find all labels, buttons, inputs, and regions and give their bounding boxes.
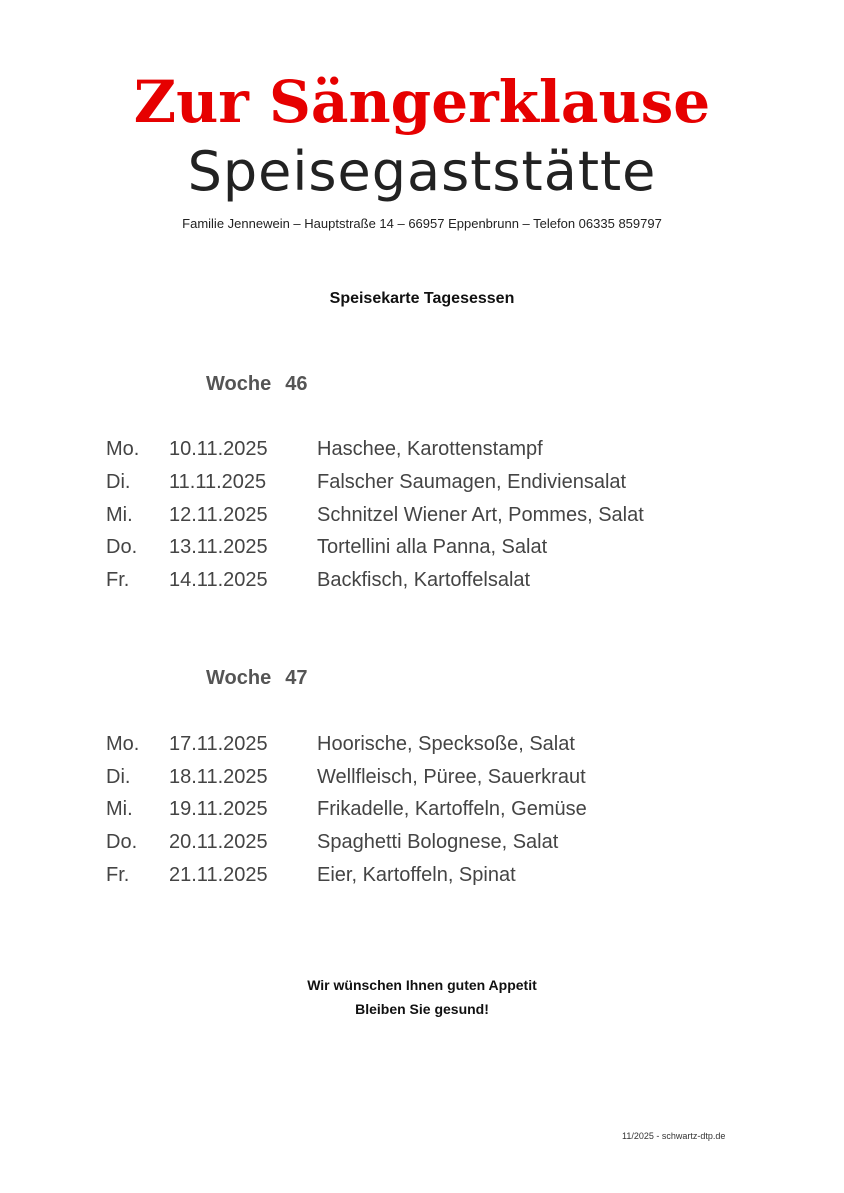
dish-name: Eier, Kartoffeln, Spinat xyxy=(317,864,516,886)
week-number: 46 xyxy=(285,373,308,395)
restaurant-subtitle: Speisegaststätte xyxy=(187,140,657,203)
dish-name: Frikadelle, Kartoffeln, Gemüse xyxy=(317,798,587,820)
day-date: 12.11.2025 xyxy=(169,504,268,526)
day-name: Do. xyxy=(106,536,138,558)
week-heading xyxy=(206,373,307,396)
day-date: 19.11.2025 xyxy=(169,798,268,820)
menu-row xyxy=(0,438,844,470)
dish-name: Falscher Saumagen, Endiviensalat xyxy=(317,471,627,493)
dish-name: Wellfleisch, Püree, Sauerkraut xyxy=(317,766,586,788)
dish-name: Tortellini alla Panna, Salat xyxy=(317,536,548,558)
day-date: 17.11.2025 xyxy=(169,733,268,755)
day-date: 13.11.2025 xyxy=(169,536,268,558)
menu-title: Speisekarte Tagesessen xyxy=(329,290,515,307)
dish-name: Hoorische, Specksoße, Salat xyxy=(317,733,575,755)
restaurant-name-logo: Zur Sängerklause xyxy=(133,68,711,136)
day-name: Mo. xyxy=(106,438,140,460)
dish-name: Schnitzel Wiener Art, Pommes, Salat xyxy=(317,504,644,526)
day-name: Di. xyxy=(106,471,131,493)
menu-row xyxy=(0,504,844,536)
menu-row xyxy=(0,471,844,503)
closing-line-2: Bleiben Sie gesund! xyxy=(355,1001,489,1017)
closing-line-1: Wir wünschen Ihnen guten Appetit xyxy=(307,977,537,993)
day-name: Fr. xyxy=(106,864,130,886)
contact-line: Familie Jennewein – Hauptstraße 14 – 66957 Eppenbrunn – Telefon 06335 859797 xyxy=(182,216,662,231)
day-date: 14.11.2025 xyxy=(169,569,268,591)
day-date: 18.11.2025 xyxy=(169,766,268,788)
day-date: 20.11.2025 xyxy=(169,831,268,853)
menu-row xyxy=(0,536,844,568)
menu-row xyxy=(0,569,844,601)
menu-row xyxy=(0,766,844,798)
week-label: Woche xyxy=(206,373,272,395)
dish-name: Backfisch, Kartoffelsalat xyxy=(317,569,531,591)
menu-row xyxy=(0,864,844,896)
menu-row xyxy=(0,831,844,863)
menu-row xyxy=(0,798,844,830)
day-date: 21.11.2025 xyxy=(169,864,268,886)
week-number: 47 xyxy=(285,667,308,689)
day-date: 10.11.2025 xyxy=(169,438,268,460)
day-date: 11.11.2025 xyxy=(169,471,267,493)
dish-name: Haschee, Karottenstampf xyxy=(317,438,543,460)
week-heading xyxy=(206,667,307,690)
day-name: Mi. xyxy=(106,798,133,820)
footer-note: 11/2025 - schwartz-dtp.de xyxy=(622,1131,726,1141)
dish-name: Spaghetti Bolognese, Salat xyxy=(317,831,559,853)
day-name: Do. xyxy=(106,831,138,853)
day-name: Mo. xyxy=(106,733,140,755)
day-name: Di. xyxy=(106,766,131,788)
day-name: Mi. xyxy=(106,504,133,526)
menu-row xyxy=(0,733,844,765)
day-name: Fr. xyxy=(106,569,130,591)
week-label: Woche xyxy=(206,667,272,689)
